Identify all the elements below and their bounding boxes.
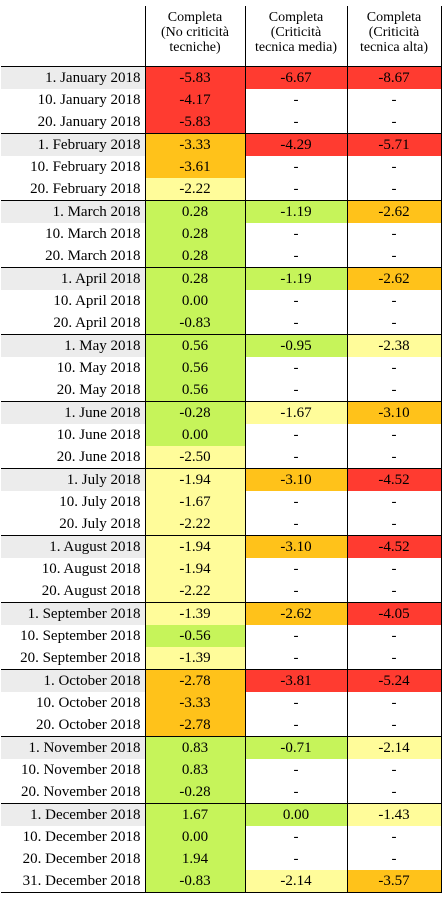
value-no-criticality: -2.78: [145, 714, 245, 737]
value-medium-criticality: -: [245, 446, 347, 469]
table-row: [1, 134, 441, 157]
row-date: 1. November 2018: [1, 737, 145, 760]
row-date: 10. June 2018: [56, 426, 141, 443]
value-high-criticality: -3.10: [347, 402, 441, 425]
value-no-criticality: 1.94: [145, 848, 245, 870]
value-high-criticality: -4.52: [347, 536, 441, 559]
value-high-criticality: -: [347, 379, 441, 402]
value-no-criticality: -1.67: [145, 491, 245, 513]
table-row: [1, 625, 441, 647]
table-row: [1, 870, 441, 893]
value-medium-criticality: -: [245, 357, 347, 379]
value-no-criticality: 0.56: [145, 335, 245, 358]
value-medium-criticality: -: [245, 714, 347, 737]
value-medium-criticality: -: [245, 424, 347, 446]
row-date: 1. April 2018: [1, 268, 145, 291]
value-medium-criticality: -: [245, 156, 347, 178]
row-date: 1. July 2018: [1, 469, 145, 492]
row-date: 1. March 2018: [1, 201, 145, 224]
value-medium-criticality: -: [245, 558, 347, 580]
value-high-criticality: -1.43: [347, 804, 441, 827]
row-date: 20. September 2018: [20, 649, 141, 666]
row-date: 10. September 2018: [20, 627, 141, 644]
table-row: [1, 446, 441, 469]
value-medium-criticality: -: [245, 692, 347, 714]
value-high-criticality: -5.71: [347, 134, 441, 157]
header-no-criticality: [145, 6, 245, 67]
value-no-criticality: -1.39: [145, 603, 245, 626]
value-no-criticality: 0.00: [145, 290, 245, 312]
value-medium-criticality: -: [245, 312, 347, 335]
value-no-criticality: 1.67: [145, 804, 245, 827]
value-medium-criticality: 0.00: [245, 804, 347, 827]
row-date: 20. December 2018: [22, 850, 141, 867]
value-no-criticality: -4.17: [145, 89, 245, 111]
value-no-criticality: 0.00: [145, 424, 245, 446]
value-high-criticality: -: [347, 714, 441, 737]
value-high-criticality: -: [347, 781, 441, 804]
value-no-criticality: -2.22: [145, 178, 245, 201]
value-no-criticality: 0.83: [145, 759, 245, 781]
value-medium-criticality: -2.14: [245, 870, 347, 893]
header-no-criticality-label: Completa (No criticità tecniche): [160, 10, 230, 55]
value-medium-criticality: -1.19: [245, 201, 347, 224]
value-no-criticality: -3.61: [145, 156, 245, 178]
value-high-criticality: -: [347, 558, 441, 580]
table-row: [1, 737, 441, 760]
table-row: [1, 201, 441, 224]
value-no-criticality: 0.56: [145, 357, 245, 379]
value-high-criticality: -3.57: [347, 870, 441, 893]
row-date: 10. October 2018: [35, 694, 141, 711]
row-date: 20. February 2018: [30, 180, 141, 197]
table-row: [1, 335, 441, 358]
value-high-criticality: -: [347, 424, 441, 446]
value-medium-criticality: -: [245, 848, 347, 870]
value-medium-criticality: -: [245, 379, 347, 402]
value-no-criticality: -3.33: [145, 134, 245, 157]
value-high-criticality: -: [347, 513, 441, 536]
header-row: [1, 6, 441, 67]
row-date: 10. March 2018: [45, 225, 141, 242]
value-no-criticality: -1.39: [145, 647, 245, 670]
header-high-criticality-label: Completa (Criticità tecnica alta): [359, 10, 428, 55]
value-high-criticality: -: [347, 89, 441, 111]
value-no-criticality: -1.94: [145, 558, 245, 580]
table-row: [1, 156, 441, 178]
value-medium-criticality: -: [245, 647, 347, 670]
value-no-criticality: 0.00: [145, 826, 245, 848]
value-high-criticality: -: [347, 848, 441, 870]
value-high-criticality: -4.52: [347, 469, 441, 492]
value-medium-criticality: -4.29: [245, 134, 347, 157]
value-high-criticality: -: [347, 826, 441, 848]
value-high-criticality: -: [347, 156, 441, 178]
value-high-criticality: -: [347, 580, 441, 603]
value-high-criticality: -: [347, 223, 441, 245]
header-high-criticality: [347, 6, 441, 67]
table-row: [1, 558, 441, 580]
row-date: 10. December 2018: [22, 828, 141, 845]
value-high-criticality: -: [347, 178, 441, 201]
value-high-criticality: -: [347, 245, 441, 268]
value-no-criticality: -0.83: [145, 312, 245, 335]
value-high-criticality: -: [347, 491, 441, 513]
row-date: 10. January 2018: [37, 91, 141, 108]
value-no-criticality: -1.94: [145, 536, 245, 559]
value-medium-criticality: -: [245, 111, 347, 134]
row-date: 10. February 2018: [30, 158, 141, 175]
row-date: 10. August 2018: [41, 560, 141, 577]
table-row: [1, 714, 441, 737]
table-row: [1, 580, 441, 603]
value-medium-criticality: -: [245, 513, 347, 536]
row-date: 10. April 2018: [53, 292, 141, 309]
value-no-criticality: 0.28: [145, 223, 245, 245]
value-high-criticality: -: [347, 290, 441, 312]
table-row: [1, 178, 441, 201]
table-row: [1, 245, 441, 268]
value-no-criticality: -3.33: [145, 692, 245, 714]
value-high-criticality: -: [347, 759, 441, 781]
table-row: [1, 67, 441, 90]
value-no-criticality: -0.56: [145, 625, 245, 647]
table-row: [1, 536, 441, 559]
value-medium-criticality: -: [245, 759, 347, 781]
value-high-criticality: -: [347, 446, 441, 469]
row-date: 1. August 2018: [1, 536, 145, 559]
table-row: [1, 290, 441, 312]
value-medium-criticality: -3.10: [245, 469, 347, 492]
header-medium-criticality-label: Completa (Criticità tecnica media): [254, 10, 337, 55]
value-no-criticality: 0.83: [145, 737, 245, 760]
value-no-criticality: -0.28: [145, 402, 245, 425]
table-row: [1, 379, 441, 402]
row-date: 20. November 2018: [20, 783, 141, 800]
value-no-criticality: -2.78: [145, 670, 245, 693]
value-high-criticality: -: [347, 692, 441, 714]
value-high-criticality: -: [347, 111, 441, 134]
table-row: [1, 312, 441, 335]
table-row: [1, 848, 441, 870]
value-high-criticality: -4.05: [347, 603, 441, 626]
row-date: 1. September 2018: [1, 603, 145, 626]
row-date: 1. January 2018: [1, 67, 145, 90]
value-no-criticality: -2.22: [145, 513, 245, 536]
table-row: [1, 513, 441, 536]
table-row: [1, 670, 441, 693]
table-row: [1, 804, 441, 827]
value-medium-criticality: -0.95: [245, 335, 347, 358]
row-date: 1. May 2018: [1, 335, 145, 358]
value-medium-criticality: -6.67: [245, 67, 347, 90]
table-row: [1, 357, 441, 379]
row-date: 20. June 2018: [56, 448, 141, 465]
row-date: 1. October 2018: [1, 670, 145, 693]
table-row: [1, 692, 441, 714]
row-date: 10. July 2018: [59, 493, 141, 510]
value-no-criticality: 0.28: [145, 201, 245, 224]
value-high-criticality: -8.67: [347, 67, 441, 90]
table-row: [1, 759, 441, 781]
row-date: 20. October 2018: [35, 716, 141, 733]
value-high-criticality: -2.38: [347, 335, 441, 358]
value-medium-criticality: -0.71: [245, 737, 347, 760]
value-no-criticality: 0.28: [145, 268, 245, 291]
row-date: 20. January 2018: [37, 113, 141, 130]
value-high-criticality: -: [347, 357, 441, 379]
value-medium-criticality: -: [245, 781, 347, 804]
value-no-criticality: -5.83: [145, 67, 245, 90]
row-date: 1. June 2018: [1, 402, 145, 425]
value-medium-criticality: -3.81: [245, 670, 347, 693]
value-medium-criticality: -1.19: [245, 268, 347, 291]
header-medium-criticality: [245, 6, 347, 67]
table-row: [1, 647, 441, 670]
row-date: 20. July 2018: [59, 515, 141, 532]
row-date: 1. December 2018: [1, 804, 145, 827]
value-medium-criticality: -: [245, 491, 347, 513]
value-no-criticality: 0.56: [145, 379, 245, 402]
value-high-criticality: -2.62: [347, 201, 441, 224]
value-high-criticality: -: [347, 625, 441, 647]
value-high-criticality: -2.62: [347, 268, 441, 291]
row-date: 20. March 2018: [45, 247, 141, 264]
table-row: [1, 491, 441, 513]
value-medium-criticality: -1.67: [245, 402, 347, 425]
table-row: [1, 603, 441, 626]
table-body: [1, 67, 441, 893]
value-medium-criticality: -: [245, 89, 347, 111]
value-medium-criticality: -3.10: [245, 536, 347, 559]
table-row: [1, 781, 441, 804]
criticality-table: [1, 6, 442, 893]
value-no-criticality: -2.50: [145, 446, 245, 469]
row-date: 10. May 2018: [56, 359, 141, 376]
value-medium-criticality: -: [245, 178, 347, 201]
row-date: 20. April 2018: [53, 314, 141, 331]
value-no-criticality: -0.83: [145, 870, 245, 893]
value-medium-criticality: -: [245, 245, 347, 268]
table-row: [1, 89, 441, 111]
table-row: [1, 469, 441, 492]
value-medium-criticality: -: [245, 580, 347, 603]
value-medium-criticality: -: [245, 826, 347, 848]
table-row: [1, 424, 441, 446]
row-date: 20. August 2018: [41, 582, 141, 599]
row-date: 20. May 2018: [56, 381, 141, 398]
value-no-criticality: -1.94: [145, 469, 245, 492]
value-medium-criticality: -: [245, 223, 347, 245]
value-high-criticality: -2.14: [347, 737, 441, 760]
header-date: [1, 6, 145, 67]
value-no-criticality: 0.28: [145, 245, 245, 268]
table-row: [1, 402, 441, 425]
value-high-criticality: -: [347, 647, 441, 670]
table-row: [1, 826, 441, 848]
table-row: [1, 268, 441, 291]
value-medium-criticality: -: [245, 625, 347, 647]
value-high-criticality: -: [347, 312, 441, 335]
row-date: 10. November 2018: [20, 761, 141, 778]
row-date: 1. February 2018: [1, 134, 145, 157]
value-high-criticality: -5.24: [347, 670, 441, 693]
table-row: [1, 223, 441, 245]
value-no-criticality: -2.22: [145, 580, 245, 603]
value-medium-criticality: -2.62: [245, 603, 347, 626]
table-row: [1, 111, 441, 134]
value-medium-criticality: -: [245, 290, 347, 312]
value-no-criticality: -0.28: [145, 781, 245, 804]
value-no-criticality: -5.83: [145, 111, 245, 134]
row-date: 31. December 2018: [1, 870, 145, 893]
